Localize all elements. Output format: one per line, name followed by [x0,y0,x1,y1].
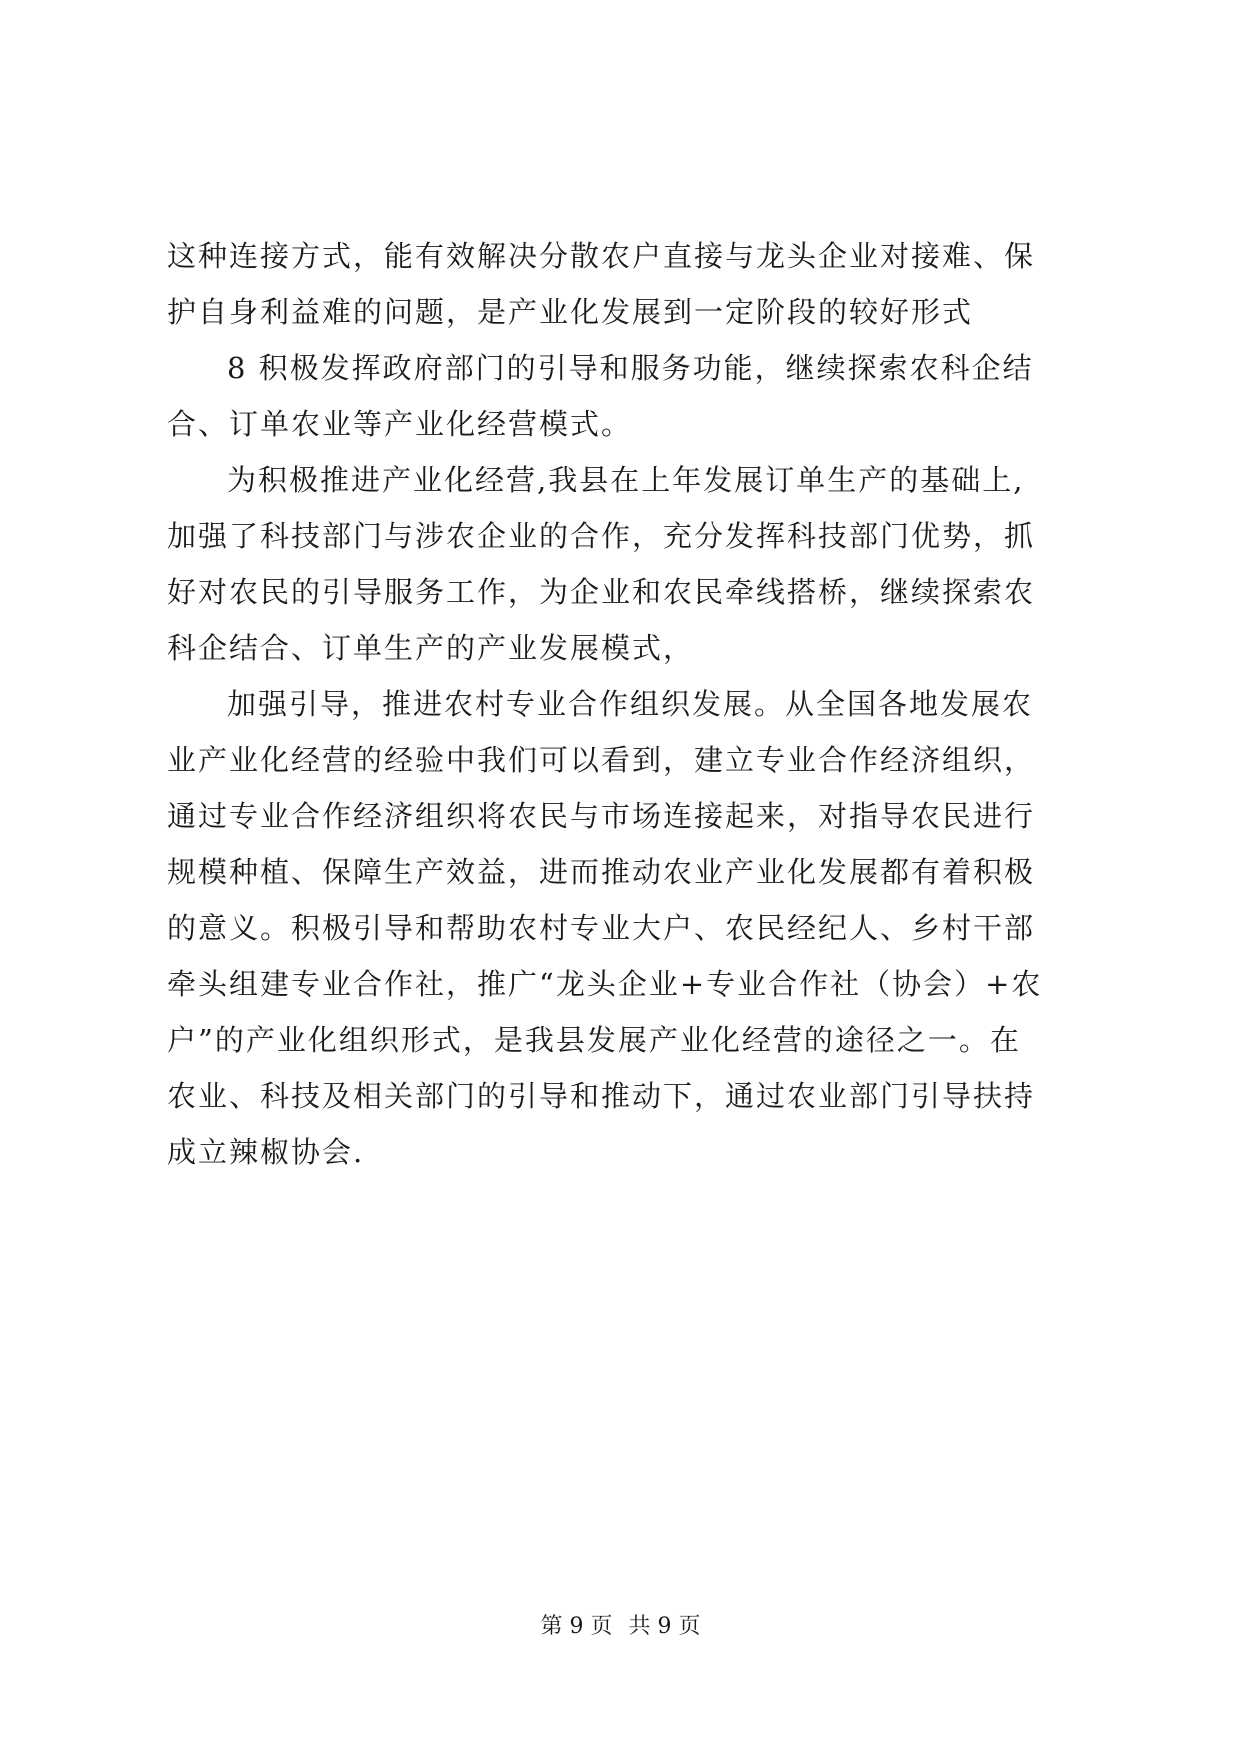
text-line: 加强引导，推进农村专业合作组织发展。从全国各地发展农 [227,687,1034,721]
body-text [167,228,1077,1180]
text-line: 农业、科技及相关部门的引导和推动下，通过农业部门引导扶持 [167,1079,1036,1113]
text-line: 牵头组建专业合作社，推广“龙头企业+专业合作社（协会）+农 [167,967,1043,1001]
text-line: 加强了科技部门与涉农企业的合作，充分发挥科技部门优势，抓 [167,519,1036,553]
text-line: 户”的产业化组织形式，是我县发展产业化经营的途径之一。在 [167,1023,1021,1057]
text-line: 为积极推进产业化经营,我县在上年发展订单生产的基础上, [227,463,1025,497]
text-line: 好对农民的引导服务工作，为企业和农民牵线搭桥，继续探索农 [167,575,1036,609]
text-line: 合、订单农业等产业化经营模式。 [167,407,633,441]
text-line: 8 积极发挥政府部门的引导和服务功能，继续探索农科企结 [227,351,1034,385]
text-line: 科企结合、订单生产的产业发展模式， [167,631,695,665]
page-footer [0,1612,1241,1642]
text-line: 业产业化经营的经验中我们可以看到，建立专业合作经济组织， [167,743,1036,777]
page-number-current: 第 9 页 [540,1614,613,1639]
text-line: 这种连接方式，能有效解决分散农户直接与龙头企业对接难、保 [167,239,1036,273]
text-line: 通过专业合作经济组织将农民与市场连接起来，对指导农民进行 [167,799,1036,833]
page-number-total: 共 9 页 [628,1614,701,1639]
text-line: 规模种植、保障生产效益，进而推动农业产业化发展都有着积极 [167,855,1036,889]
text-line: 的意义。积极引导和帮助农村专业大户、农民经纪人、乡村干部 [167,911,1036,945]
text-line: 护自身利益难的问题，是产业化发展到一定阶段的较好形式 [167,295,974,329]
text-line: 成立辣椒协会. [167,1135,365,1169]
